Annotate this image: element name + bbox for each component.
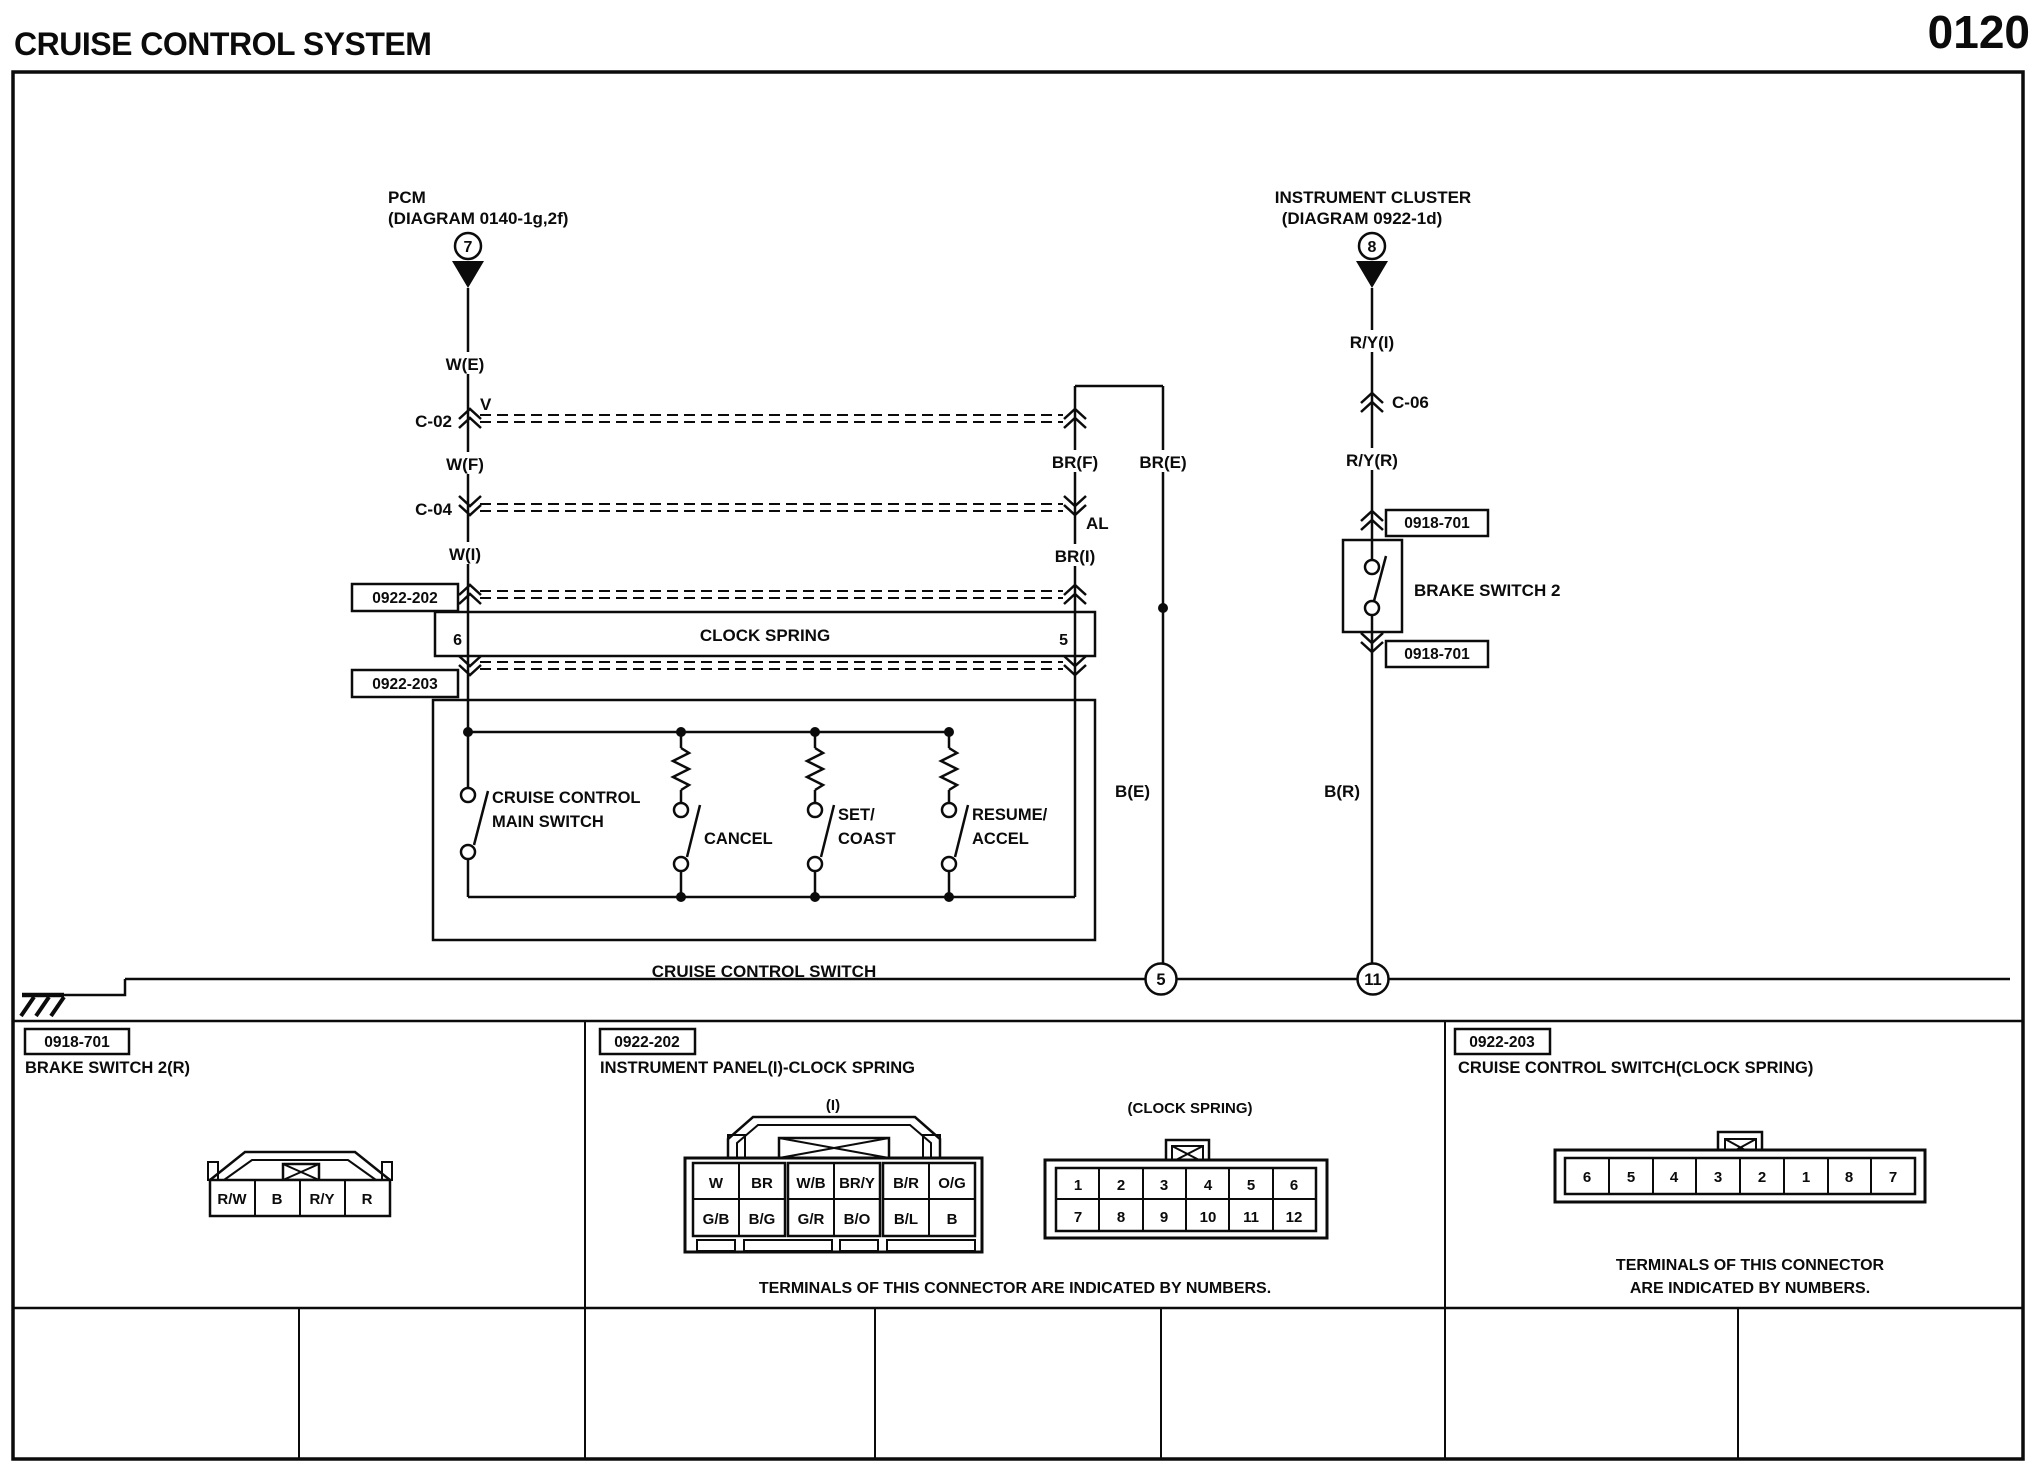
terminal-number: 11 bbox=[1243, 1209, 1259, 1226]
wire-label-br: B(R) bbox=[1324, 782, 1360, 801]
section-right-title: CRUISE CONTROL SWITCH(CLOCK SPRING) bbox=[1458, 1059, 1814, 1077]
cluster-circuit-number: 8 bbox=[1367, 239, 1377, 256]
ground-point-5-number: 5 bbox=[1156, 971, 1166, 989]
terminal-label: B/L bbox=[893, 1211, 919, 1228]
section-middle-caption: TERMINALS OF THIS CONNECTOR ARE INDICATED BY NUMBERS. bbox=[758, 1280, 1272, 1297]
section-left-code: 0918-701 bbox=[44, 1034, 110, 1051]
connector-code-0922-202: 0922-202 bbox=[372, 590, 438, 607]
terminal-label: B/R bbox=[893, 1175, 919, 1192]
instrument-cluster-source bbox=[1275, 188, 1471, 288]
terminal-number: 6 bbox=[1289, 1177, 1299, 1194]
terminal-number: 4 bbox=[1203, 1177, 1213, 1194]
section-middle-code: 0922-202 bbox=[614, 1034, 680, 1051]
brake-switch-2-label: BRAKE SWITCH 2 bbox=[1414, 581, 1561, 600]
wire-label-ryi: R/Y(I) bbox=[1349, 333, 1395, 352]
wire-label-bri: BR(I) bbox=[1054, 547, 1096, 566]
terminal-number: 3 bbox=[1713, 1169, 1723, 1186]
section-cruise-switch-connector bbox=[1455, 1029, 1925, 1297]
terminal-number: 12 bbox=[1285, 1209, 1303, 1226]
terminal-number: 2 bbox=[1757, 1169, 1767, 1186]
terminal-label: B/O bbox=[843, 1211, 871, 1228]
clock-spring-pin-5: 5 bbox=[1059, 632, 1068, 649]
wire-label-ryr: R/Y(R) bbox=[1346, 451, 1398, 470]
main-switch-label-2: MAIN SWITCH bbox=[492, 813, 604, 831]
pcm-circuit-number: 7 bbox=[463, 239, 473, 256]
terminal-label: O/G bbox=[938, 1175, 966, 1192]
terminal-label: R/Y bbox=[309, 1191, 335, 1208]
wire-label-wi: W(I) bbox=[448, 545, 482, 564]
connector-i-label: (I) bbox=[825, 1097, 841, 1114]
ground-point-11-number: 11 bbox=[1364, 971, 1382, 989]
ground-point-5 bbox=[1146, 964, 1177, 995]
clock-spring-pin-6: 6 bbox=[453, 632, 462, 649]
set-coast-label-2: COAST bbox=[838, 830, 896, 848]
wire-label-be: B(E) bbox=[1115, 782, 1150, 801]
cruise-control-switch-label: CRUISE CONTROL SWITCH bbox=[651, 962, 877, 981]
cruise-switch-connector-drawing bbox=[1555, 1132, 1925, 1202]
terminal-number: 10 bbox=[1199, 1209, 1217, 1226]
terminal-label: W/B bbox=[796, 1175, 826, 1192]
ground-point-11 bbox=[1358, 964, 1389, 995]
set-coast-label-1: SET/ bbox=[838, 806, 875, 824]
wire-label-wf: W(F) bbox=[446, 455, 484, 474]
connector-label-c04: C-04 bbox=[415, 500, 452, 519]
wire-label-bre: BR(E) bbox=[1139, 453, 1187, 472]
terminal-number: 7 bbox=[1888, 1169, 1898, 1186]
connector-code-0918-701-top: 0918-701 bbox=[1404, 515, 1470, 532]
terminal-label: R bbox=[361, 1191, 373, 1208]
terminal-number: 1 bbox=[1073, 1177, 1083, 1194]
terminal-label: G/B bbox=[702, 1211, 730, 1228]
pcm-diagram-ref: (DIAGRAM 0140-1g,2f) bbox=[388, 209, 569, 228]
wire-label-v: V bbox=[480, 395, 492, 414]
terminal-label: B/G bbox=[748, 1211, 776, 1228]
terminal-label: B bbox=[271, 1191, 283, 1208]
terminal-number: 2 bbox=[1116, 1177, 1126, 1194]
arrow-down-icon bbox=[452, 261, 484, 288]
resume-accel-label-1: RESUME/ bbox=[972, 806, 1048, 824]
terminal-number: 4 bbox=[1669, 1169, 1679, 1186]
clock-spring-connector-drawing bbox=[1045, 1140, 1327, 1238]
wire-label-we: W(E) bbox=[445, 355, 485, 374]
terminal-label: W bbox=[708, 1175, 724, 1192]
terminal-number: 1 bbox=[1801, 1169, 1811, 1186]
terminal-number: 9 bbox=[1159, 1209, 1169, 1226]
terminal-label: R/W bbox=[217, 1191, 247, 1208]
arrow-down-icon bbox=[1356, 261, 1388, 288]
cancel-switch-label: CANCEL bbox=[704, 830, 773, 848]
section-left-title: BRAKE SWITCH 2(R) bbox=[25, 1059, 190, 1077]
wire-label-al: AL bbox=[1086, 514, 1109, 533]
terminal-label: B bbox=[946, 1211, 958, 1228]
terminal-number: 6 bbox=[1582, 1169, 1592, 1186]
section-right-code: 0922-203 bbox=[1469, 1034, 1535, 1051]
terminal-number: 5 bbox=[1626, 1169, 1636, 1186]
instrument-panel-connector-drawing bbox=[685, 1117, 982, 1252]
section-middle-title: INSTRUMENT PANEL(I)-CLOCK SPRING bbox=[600, 1059, 916, 1077]
chassis-ground-icon bbox=[21, 995, 64, 1016]
connector-code-0922-203: 0922-203 bbox=[372, 676, 438, 693]
terminal-label: BR/Y bbox=[839, 1175, 875, 1192]
terminal-label: BR bbox=[751, 1175, 773, 1192]
terminal-number: 7 bbox=[1073, 1209, 1083, 1226]
section-instrument-panel-connector bbox=[600, 1029, 1327, 1297]
connector-label-c02: C-02 bbox=[415, 412, 452, 431]
cluster-diagram-ref: (DIAGRAM 0922-1d) bbox=[1281, 209, 1443, 228]
section-right-caption-1: TERMINALS OF THIS CONNECTOR bbox=[1615, 1257, 1885, 1274]
section-right-caption-2: ARE INDICATED BY NUMBERS. bbox=[1629, 1280, 1871, 1297]
connector-code-0918-701-bottom: 0918-701 bbox=[1404, 646, 1470, 663]
page-title: CRUISE CONTROL SYSTEM bbox=[14, 26, 432, 62]
section-brake-switch-connector bbox=[25, 1029, 392, 1216]
terminal-number: 8 bbox=[1116, 1209, 1126, 1226]
wire-label-brf: BR(F) bbox=[1051, 453, 1099, 472]
main-switch-label-1: CRUISE CONTROL bbox=[492, 789, 641, 807]
cluster-label: INSTRUMENT CLUSTER bbox=[1274, 188, 1472, 207]
resume-accel-label-2: ACCEL bbox=[972, 830, 1029, 848]
clock-spring-connector-label: (CLOCK SPRING) bbox=[1127, 1100, 1253, 1117]
brake-switch-connector-drawing bbox=[208, 1152, 392, 1216]
page-number: 0120 bbox=[1927, 6, 2030, 58]
terminal-number: 8 bbox=[1844, 1169, 1854, 1186]
terminal-number: 5 bbox=[1246, 1177, 1256, 1194]
connector-label-c06: C-06 bbox=[1392, 393, 1429, 412]
clock-spring-label: CLOCK SPRING bbox=[699, 626, 831, 645]
pcm-label: PCM bbox=[388, 188, 426, 207]
terminal-label: G/R bbox=[797, 1211, 825, 1228]
pcm-source bbox=[388, 188, 568, 288]
terminal-number: 3 bbox=[1159, 1177, 1169, 1194]
